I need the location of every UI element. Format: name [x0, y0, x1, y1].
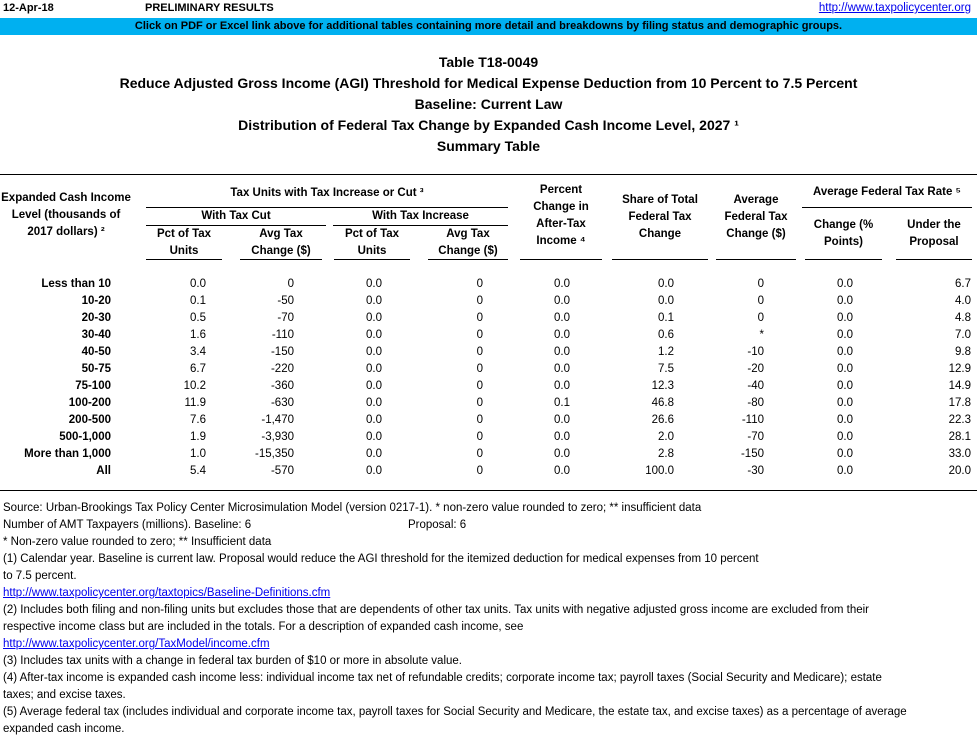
cell-cut-pct-units: 11.9	[184, 397, 206, 409]
tpc-home-link[interactable]: http://www.taxpolicycenter.org	[818, 2, 971, 14]
cell-share-total: 0.0	[658, 295, 674, 307]
cell-cut-avg-change: -15,350	[254, 448, 294, 460]
cell-cut-pct-units: 0.0	[190, 278, 206, 290]
rate-group-rule	[802, 207, 972, 208]
cell-avg-fed-change: -110	[741, 414, 764, 426]
col-rule-9	[896, 259, 972, 260]
header-avg-fed-change: Average Federal Tax Change ($)	[724, 194, 788, 240]
cell-pct-change-after-tax: 0.0	[554, 312, 570, 324]
table-row	[0, 397, 977, 414]
table-row	[0, 295, 977, 312]
note-1-cont: to 7.5 percent.	[3, 570, 77, 582]
cell-rate-change: 0.0	[837, 278, 853, 290]
cell-pct-change-after-tax: 0.0	[554, 363, 570, 375]
note-3: (3) Includes tax units with a change in federal tax burden of $10 or more in absolute value.	[3, 655, 462, 667]
cell-avg-fed-change: 0	[757, 295, 764, 307]
cell-inc-avg-change: 0	[476, 295, 483, 307]
cell-cut-avg-change: -570	[270, 465, 294, 477]
cell-rate-under: 22.3	[948, 414, 971, 426]
cell-pct-change-after-tax: 0.0	[554, 465, 570, 477]
cell-cut-avg-change: 0	[287, 278, 294, 290]
cell-share-total: 2.0	[658, 431, 674, 443]
col-rule-7	[716, 259, 796, 260]
cell-share-total: 0.1	[658, 312, 674, 324]
cell-cut-pct-units: 0.5	[190, 312, 206, 324]
cell-avg-fed-change: -150	[740, 448, 764, 460]
header-rate-under: Under the Proposal	[907, 219, 961, 248]
cell-cut-avg-change: -1,470	[261, 414, 294, 426]
cell-rate-under: 6.7	[955, 278, 971, 290]
col-rule-6	[612, 259, 708, 260]
cell-inc-pct-units: 0.0	[366, 312, 382, 324]
cell-rate-under: 33.0	[948, 448, 971, 460]
cell-rate-under: 14.9	[948, 380, 971, 392]
summary-label: Summary Table	[436, 138, 541, 154]
cell-inc-avg-change: 0	[476, 329, 483, 341]
cell-inc-avg-change: 0	[476, 431, 483, 443]
cell-cut-pct-units: 5.4	[190, 465, 206, 477]
header-inc-avg-change: Avg Tax Change ($)	[438, 228, 498, 257]
cell-share-total: 12.3	[651, 380, 674, 392]
note-2-cont: respective income class but are included in the totals. For a description of expanded cash income, see	[3, 621, 524, 633]
cell-pct-change-after-tax: 0.1	[554, 397, 570, 409]
preliminary-label: PRELIMINARY RESULTS	[145, 2, 274, 14]
cell-inc-pct-units: 0.0	[366, 346, 382, 358]
cell-rate-under: 4.8	[955, 312, 971, 324]
cell-rate-change: 0.0	[837, 295, 853, 307]
cell-avg-fed-change: 0	[757, 312, 764, 324]
cell-rate-under: 9.8	[955, 346, 971, 358]
report-date: 12-Apr-18	[3, 2, 54, 14]
cell-share-total: 1.2	[658, 346, 674, 358]
cell-share-total: 100.0	[645, 465, 674, 477]
header-cut-pct-units: Pct of Tax Units	[156, 228, 212, 257]
cell-inc-pct-units: 0.0	[366, 295, 382, 307]
cell-pct-change-after-tax: 0.0	[554, 329, 570, 341]
header-inc-pct-units: Pct of Tax Units	[344, 228, 400, 257]
cell-inc-avg-change: 0	[476, 363, 483, 375]
table-row	[0, 465, 977, 482]
header-with-cut: With Tax Cut	[201, 210, 271, 222]
cell-income-level: 50-75	[81, 363, 111, 375]
cell-cut-avg-change: -220	[270, 363, 294, 375]
baseline-definitions-link[interactable]: http://www.taxpolicycenter.org/taxtopics/Baseline-Definitions.cfm	[3, 587, 331, 599]
cell-income-level: 30-40	[81, 329, 111, 341]
cell-rate-change: 0.0	[837, 363, 853, 375]
cell-rate-under: 4.0	[955, 295, 971, 307]
baseline-label: Baseline: Current Law	[414, 96, 563, 112]
cell-avg-fed-change: -20	[747, 363, 764, 375]
col-rule-8	[805, 259, 882, 260]
cell-rate-under: 20.0	[948, 465, 971, 477]
cell-inc-avg-change: 0	[476, 448, 483, 460]
cell-income-level: 500-1,000	[59, 431, 111, 443]
cell-rate-under: 12.9	[948, 363, 971, 375]
cell-inc-pct-units: 0.0	[366, 329, 382, 341]
cell-inc-avg-change: 0	[476, 278, 483, 290]
table-row	[0, 448, 977, 465]
cell-rate-change: 0.0	[837, 465, 853, 477]
top-bar	[0, 0, 977, 18]
cell-inc-pct-units: 0.0	[366, 363, 382, 375]
header-tax-units-group: Tax Units with Tax Increase or Cut ³	[230, 187, 424, 199]
cell-avg-fed-change: -30	[747, 465, 764, 477]
cell-rate-under: 7.0	[955, 329, 971, 341]
cell-cut-avg-change: -70	[277, 312, 294, 324]
cell-rate-change: 0.0	[837, 414, 853, 426]
cell-avg-fed-change: -80	[747, 397, 764, 409]
table-row	[0, 363, 977, 380]
cell-pct-change-after-tax: 0.0	[554, 431, 570, 443]
table-row	[0, 312, 977, 329]
cell-income-level: 75-100	[75, 380, 111, 392]
cell-income-level: More than 1,000	[24, 448, 111, 460]
cell-share-total: 2.8	[658, 448, 674, 460]
source-note: Source: Urban-Brookings Tax Policy Center Microsimulation Model (version 0217-1). * non-zero value rounded to zero; ** insufficient data	[3, 502, 702, 514]
cell-inc-pct-units: 0.0	[366, 278, 382, 290]
cell-rate-change: 0.0	[837, 329, 853, 341]
cell-cut-pct-units: 7.6	[190, 414, 206, 426]
table-row	[0, 414, 977, 431]
cell-inc-pct-units: 0.0	[366, 448, 382, 460]
cell-income-level: 40-50	[81, 346, 111, 358]
cell-income-level: All	[96, 465, 111, 477]
cell-inc-avg-change: 0	[476, 346, 483, 358]
cell-cut-pct-units: 3.4	[190, 346, 206, 358]
note-1: (1) Calendar year. Baseline is current law. Proposal would reduce the AGI threshold for the itemized deduction for medical expenses from 10 percent	[3, 553, 759, 565]
cell-inc-avg-change: 0	[476, 380, 483, 392]
cell-inc-pct-units: 0.0	[366, 431, 382, 443]
cell-inc-pct-units: 0.0	[366, 380, 382, 392]
table-row	[0, 346, 977, 363]
income-definition-link[interactable]: http://www.taxpolicycenter.org/TaxModel/income.cfm	[3, 638, 270, 650]
cell-pct-change-after-tax: 0.0	[554, 278, 570, 290]
note-5: (5) Average federal tax (includes individual and corporate income tax, payroll taxes for Social Security and Medicare, the estate tax, and excise taxes) as a percentage of average	[3, 706, 907, 718]
cell-share-total: 26.6	[651, 414, 674, 426]
cell-income-level: Less than 10	[41, 278, 111, 290]
cell-inc-avg-change: 0	[476, 312, 483, 324]
cell-pct-change-after-tax: 0.0	[554, 380, 570, 392]
cell-cut-avg-change: -360	[270, 380, 294, 392]
table-bottom-rule	[0, 490, 977, 491]
header-pct-change-after-tax: Percent Change in After-Tax Income ⁴	[533, 184, 589, 247]
note-4: (4) After-tax income is expanded cash income less: individual income tax net of refundable credits; corporate income tax; payroll taxes (Social Security and Medicare); estate	[3, 672, 882, 684]
cell-cut-avg-change: -630	[270, 397, 294, 409]
cell-cut-pct-units: 1.9	[190, 431, 206, 443]
cell-cut-pct-units: 10.2	[183, 380, 206, 392]
cell-avg-fed-change: -10	[747, 346, 764, 358]
cell-inc-avg-change: 0	[476, 414, 483, 426]
cell-pct-change-after-tax: 0.0	[554, 346, 570, 358]
cell-avg-fed-change: *	[759, 329, 764, 341]
cell-rate-change: 0.0	[837, 397, 853, 409]
cell-rate-change: 0.0	[837, 346, 853, 358]
cell-rate-under: 17.8	[948, 397, 971, 409]
cell-income-level: 100-200	[68, 397, 111, 409]
amt-note: Number of AMT Taxpayers (millions). Baseline: 6 Proposal: 6	[3, 519, 467, 531]
cell-cut-pct-units: 0.1	[190, 295, 206, 307]
table-row	[0, 278, 977, 295]
cell-pct-change-after-tax: 0.0	[554, 448, 570, 460]
cell-rate-change: 0.0	[837, 431, 853, 443]
header-cut-avg-change: Avg Tax Change ($)	[251, 228, 311, 257]
cell-share-total: 0.6	[658, 329, 674, 341]
cell-inc-avg-change: 0	[476, 465, 483, 477]
table-title: Reduce Adjusted Gross Income (AGI) Threshold for Medical Expense Deduction from 10 Percent to 7.5 Percent	[119, 75, 858, 91]
note-2: (2) Includes both filing and non-filing units but excludes those that are dependents of other tax units. Tax units with negative adjusted gross income are excluded from their	[3, 604, 869, 616]
cell-share-total: 0.0	[658, 278, 674, 290]
table-subtitle: Distribution of Federal Tax Change by Expanded Cash Income Level, 2027 ¹	[238, 117, 739, 133]
cell-cut-avg-change: -110	[271, 329, 294, 341]
cell-cut-avg-change: -3,930	[261, 431, 294, 443]
header-top-rule	[0, 174, 977, 175]
info-banner: Click on PDF or Excel link above for additional tables containing more detail and breakdowns by filing status and demographic groups.	[0, 18, 977, 35]
cell-income-level: 10-20	[81, 295, 111, 307]
header-share-total: Share of Total Federal Tax Change	[622, 194, 698, 240]
nonzero-note: * Non-zero value rounded to zero; ** Insufficient data	[3, 536, 272, 548]
cell-rate-change: 0.0	[837, 312, 853, 324]
header-with-increase: With Tax Increase	[372, 210, 469, 222]
cell-share-total: 7.5	[658, 363, 674, 375]
cell-rate-change: 0.0	[837, 380, 853, 392]
cell-income-level: 200-500	[68, 414, 111, 426]
table-row	[0, 380, 977, 397]
cell-income-level: 20-30	[81, 312, 111, 324]
cell-inc-pct-units: 0.0	[366, 414, 382, 426]
cell-pct-change-after-tax: 0.0	[554, 295, 570, 307]
cell-avg-fed-change: -40	[747, 380, 764, 392]
cell-cut-avg-change: -50	[277, 295, 294, 307]
cell-inc-pct-units: 0.0	[366, 465, 382, 477]
cell-pct-change-after-tax: 0.0	[554, 414, 570, 426]
footnotes	[3, 500, 973, 738]
table-row	[0, 431, 977, 448]
cell-inc-pct-units: 0.0	[366, 397, 382, 409]
table-titles	[0, 52, 977, 157]
header-income-level: Expanded Cash Income Level (thousands of 2017 dollars) ²	[1, 192, 131, 238]
col-rule-5	[520, 259, 602, 260]
cell-rate-under: 28.1	[948, 431, 971, 443]
table-row	[0, 329, 977, 346]
cell-cut-pct-units: 1.6	[190, 329, 206, 341]
cell-avg-fed-change: -70	[747, 431, 764, 443]
table-number: Table T18-0049	[438, 54, 539, 70]
cell-avg-fed-change: 0	[757, 278, 764, 290]
cell-cut-pct-units: 1.0	[190, 448, 206, 460]
cell-inc-avg-change: 0	[476, 397, 483, 409]
note-4-cont: taxes; and excise taxes.	[3, 689, 126, 701]
cell-rate-change: 0.0	[837, 448, 853, 460]
cell-cut-pct-units: 6.7	[190, 363, 206, 375]
note-5-cont: expanded cash income.	[3, 723, 125, 735]
header-rate-change: Change (% Points)	[813, 219, 874, 248]
cell-share-total: 46.8	[651, 397, 674, 409]
cell-cut-avg-change: -150	[270, 346, 294, 358]
header-avg-rate-group: Average Federal Tax Rate ⁵	[813, 186, 961, 198]
